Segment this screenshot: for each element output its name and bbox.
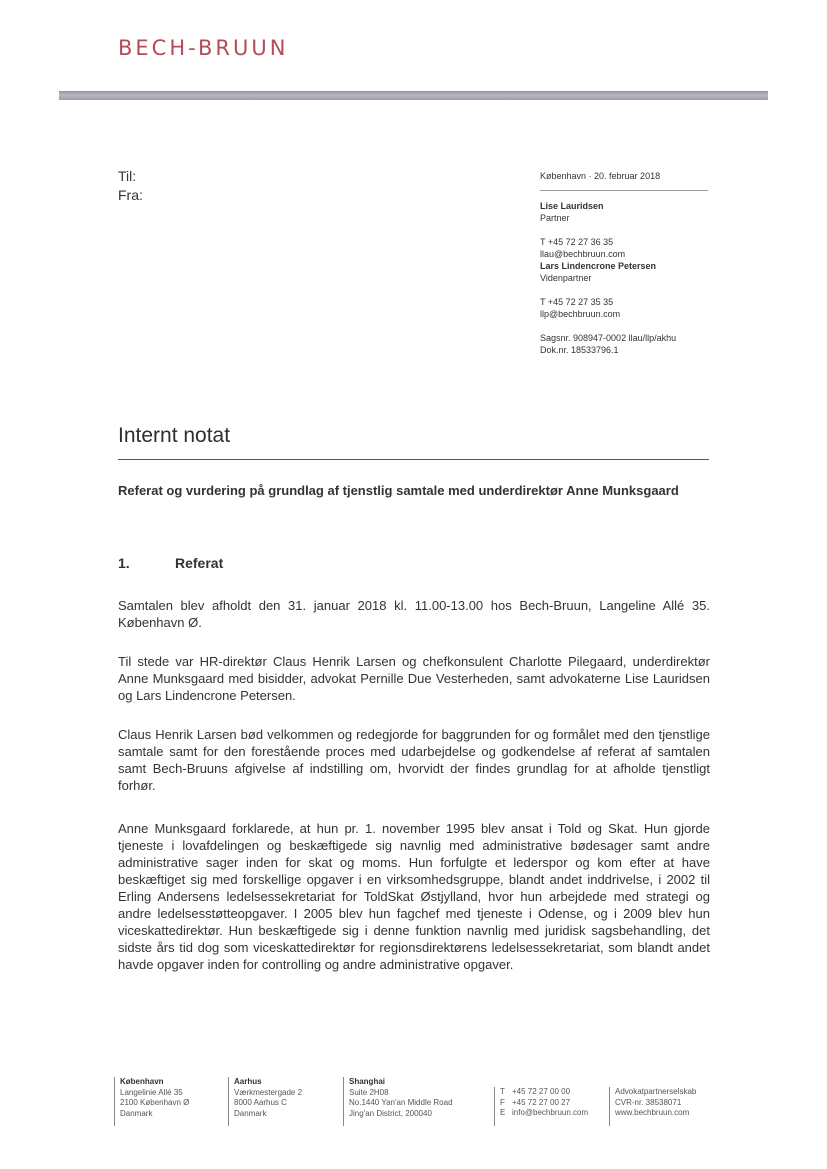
- phone-label: T: [500, 1087, 505, 1096]
- company-website[interactable]: www.bechbruun.com: [615, 1108, 690, 1117]
- title-divider: [118, 459, 709, 460]
- section-title: Referat: [175, 555, 224, 571]
- contact2-phone: T +45 72 27 35 35: [540, 297, 614, 307]
- office-district: Jing'an District, 200040: [349, 1108, 432, 1118]
- office-country: Danmark: [234, 1108, 267, 1118]
- company-type: Advokatpartnerselskab: [615, 1087, 697, 1096]
- from-label: Fra:: [118, 187, 143, 203]
- footer-email[interactable]: [500, 1108, 600, 1119]
- email-label: E: [500, 1108, 506, 1117]
- office-city: Aarhus: [234, 1077, 262, 1086]
- paragraph: Til stede var HR-direktør Claus Henrik Larsen og chefkonsulent Charlotte Pilegaard, underdirektør Anne Munksgaard med bisidder, advokat Pernille Due Vesterheden, samt advokaterne Lise Lauridsen og Lars Lindencrone Petersen.: [118, 654, 710, 703]
- footer-office-copenhagen: [114, 1077, 220, 1126]
- office-street: No.1440 Yan'an Middle Road: [349, 1098, 453, 1107]
- company-cvr: CVR-nr. 38538071: [615, 1097, 682, 1107]
- paragraph: Anne Munksgaard forklarede, at hun pr. 1. november 1995 blev ansat i Told og Skat. Hun gjorde tjeneste i lovafdelingen og beskæftigede sig navnlig med administrative bødesager samt andre administrative sager inden for skat og moms. Hun forfulgte et lederspor og kom efter at have beskæftiget sig med forskellige opgaver i en virksomhedsgruppe, blandt andet inddrivelse, i 2002 til Erling Andersens ledelsessekretariat for ToldSkat Østjylland, hvor hun arbejdede med strategi og andre ledelsesstøtteopgaver. I 2005 blev hun fagchef med tjeneste i Odense, og i 2009 blev hun viceskattedirektør. Hun beskæftigede sig i denne funktion navnlig med juridisk sagsbehandling, det sidste års tid dog som viceskattedirektør for regionsdirektørens ledelsessekretariat, som blandt andet havde opgaver inden for controlling og andre administrative opgaver.: [118, 821, 710, 972]
- contact2-role: Videnpartner: [540, 273, 592, 283]
- office-postal: 2100 København Ø: [120, 1098, 190, 1107]
- paragraph: Claus Henrik Larsen bød velkommen og redegjorde for baggrunden for og formålet med den tjenstlige samtale samt for den forestående proces med udarbejdelse og godkendelse af referat af samtalen samt Bech-Bruuns afgivelse af indstilling om, hvorvidt der findes grundlag for at afholde tjenstligt forhør.: [118, 727, 710, 793]
- to-label: Til:: [118, 168, 137, 184]
- contact1-role: Partner: [540, 213, 570, 223]
- footer-fax: [500, 1098, 600, 1109]
- section-heading: [118, 555, 223, 571]
- office-postal: 8000 Aarhus C: [234, 1098, 287, 1107]
- fax-value: +45 72 27 00 27: [512, 1097, 571, 1107]
- footer-office-shanghai: [343, 1077, 479, 1126]
- office-street: Værkmestergade 2: [234, 1087, 303, 1097]
- office-suite: Suite 2H08: [349, 1087, 389, 1097]
- footer-office-aarhus: [228, 1077, 334, 1126]
- document-title: Internt notat: [118, 424, 231, 447]
- contact1-phone: T +45 72 27 36 35: [540, 237, 614, 247]
- section-number: 1.: [118, 555, 130, 571]
- document-subject: Referat og vurdering på grundlag af tjenstlig samtale med underdirektør Anne Munksgaard: [118, 483, 679, 498]
- email-value[interactable]: info@bechbruun.com: [512, 1108, 589, 1117]
- phone-value: +45 72 27 00 00: [512, 1087, 571, 1096]
- contact1-email[interactable]: llau@bechbruun.com: [540, 249, 626, 259]
- footer-company: [609, 1087, 725, 1126]
- header-bar: [59, 91, 768, 100]
- contact1-name: Lise Lauridsen: [540, 201, 604, 211]
- contact-sidebar: [540, 170, 710, 356]
- footer-phone: [500, 1087, 600, 1098]
- company-logo: BECH-BRUUN: [118, 36, 289, 60]
- office-country: Danmark: [120, 1108, 153, 1118]
- office-city: Shanghai: [349, 1077, 386, 1086]
- address-block: [118, 167, 143, 205]
- fax-label: F: [500, 1097, 505, 1107]
- office-street: Langelinie Allé 35: [120, 1087, 183, 1097]
- office-city: København: [120, 1077, 164, 1086]
- place-date: København · 20. februar 2018: [540, 171, 661, 181]
- contact2-email[interactable]: llp@bechbruun.com: [540, 309, 621, 319]
- document-number: Dok.nr. 18533796.1: [540, 345, 619, 355]
- paragraph: Samtalen blev afholdt den 31. januar 2018 kl. 11.00-13.00 hos Bech-Bruun, Langeline Allé 35. København Ø.: [118, 598, 710, 630]
- contact2-name: Lars Lindencrone Petersen: [540, 261, 657, 271]
- sidebar-divider: [540, 190, 708, 191]
- case-number: Sagsnr. 908947-0002 llau/llp/akhu: [540, 333, 677, 343]
- footer-contact: [494, 1087, 600, 1126]
